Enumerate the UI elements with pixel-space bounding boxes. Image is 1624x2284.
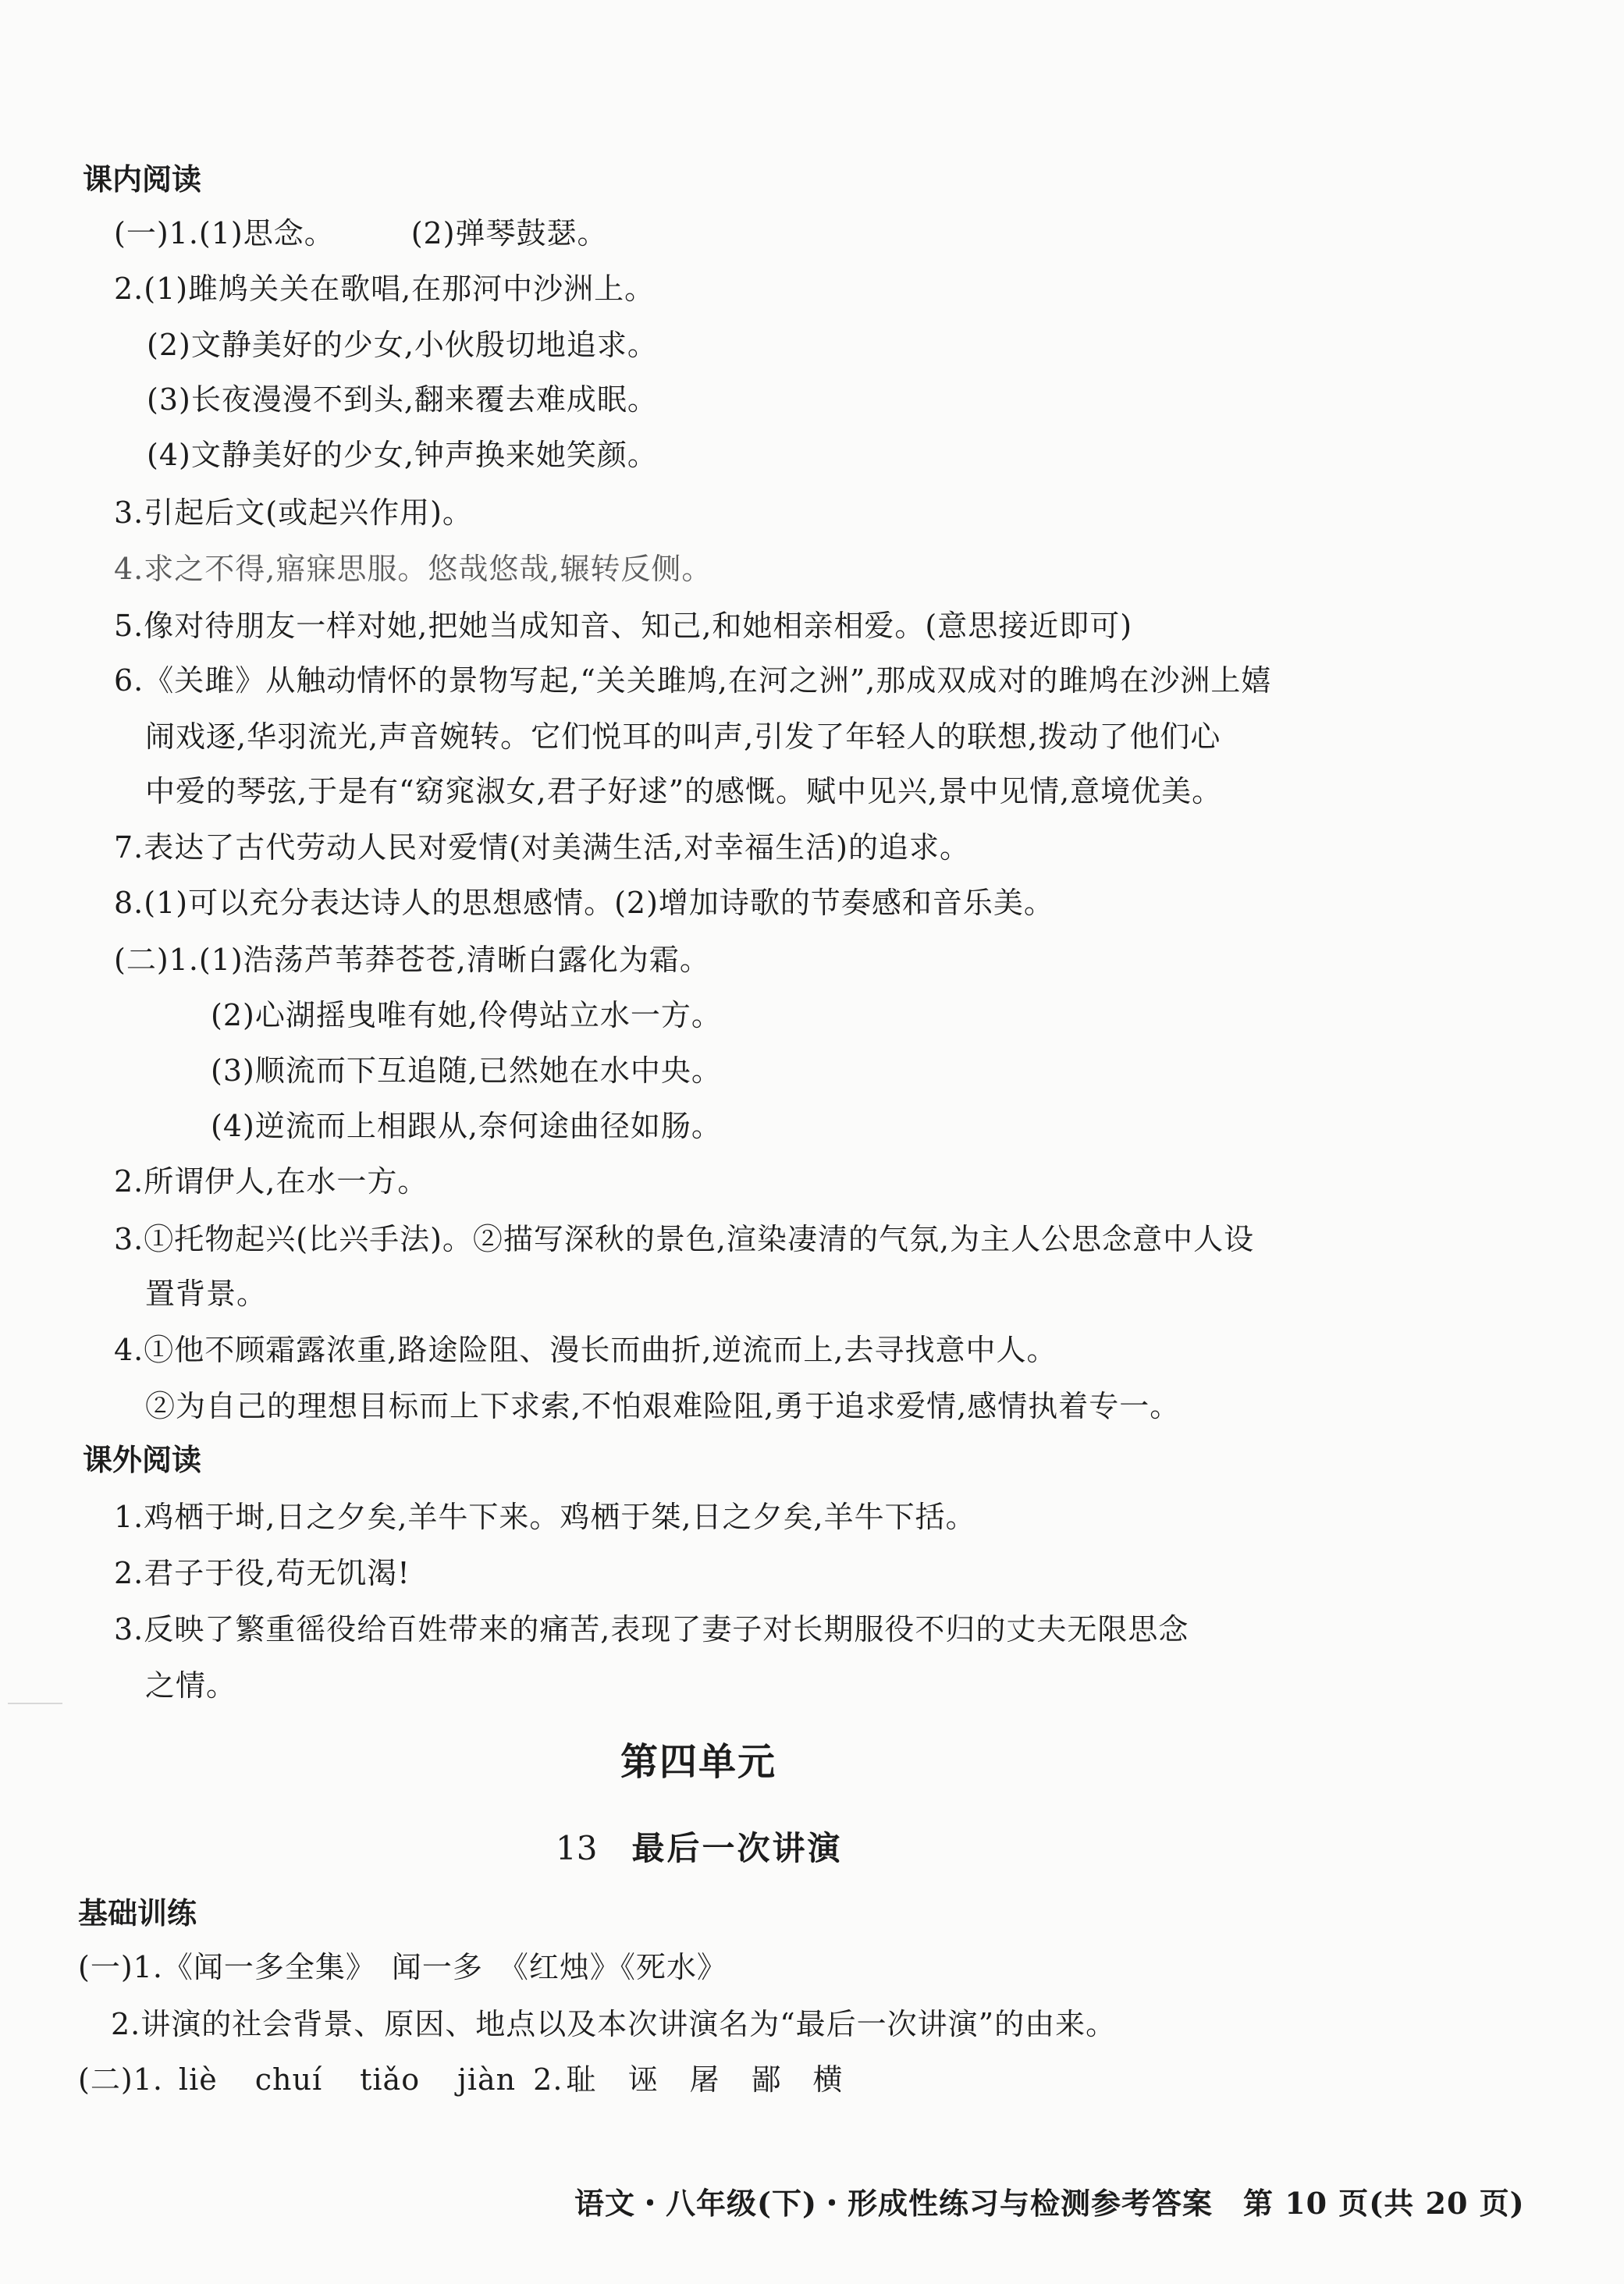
char-2: 诬 <box>627 2062 659 2097</box>
pinyin-2: chuí <box>254 2062 323 2097</box>
lesson-title <box>556 1828 842 1870</box>
answer-2-4-line1: 4.①他不顾霜露浓重,路途险阻、漫长而曲折,逆流而上,去寻找意中人。 <box>114 1333 1057 1367</box>
pinyin-4: jiàn <box>457 2062 517 2097</box>
answer-2-1-3: (3)顺流而下互追随,已然她在水中央。 <box>211 1053 722 1088</box>
lesson-name: 最后一次讲演 <box>631 1829 843 1867</box>
answer-1-6-line3: 中爱的琴弦,于是有“窈窕淑女,君子好逑”的感慨。赋中见兴,景中见情,意境优美。 <box>145 774 1223 808</box>
answer-1-6-line2: 闹戏逐,华羽流光,声音婉转。它们悦耳的叫声,引发了年轻人的联想,拨动了他们心 <box>145 719 1221 754</box>
answer-1-6-line1: 6.《关雎》从触动情怀的景物写起,“关关雎鸠,在河之洲”,那成双成对的雎鸠在沙洲上嬉 <box>114 663 1272 698</box>
answer-2-1-4: (4)逆流而上相跟从,奈何途曲径如肠。 <box>211 1109 722 1143</box>
extra-answer-3-line1: 3.反映了繁重徭役给百姓带来的痛苦,表现了妻子对长期服役不归的丈夫无限思念 <box>114 1612 1189 1646</box>
answer-2-3-line1: 3.①托物起兴(比兴手法)。②描写深秋的景色,渲染凄清的气氛,为主人公思念意中人设 <box>114 1222 1255 1256</box>
char-5: 横 <box>812 2062 844 2097</box>
answer-2-4-line2: ②为自己的理想目标而上下求索,不怕艰难险阻,勇于追求爱情,感情执着专一。 <box>145 1389 1181 1423</box>
char-4: 鄙 <box>751 2062 782 2097</box>
char-3: 屠 <box>689 2062 720 2097</box>
basic-answer-3-prefix: (二)1. <box>78 2062 163 2097</box>
basic-answer-1: (一)1.《闻一多全集》 闻一多 《红烛》《死水》 <box>78 1950 727 1984</box>
answer-1-1: (一)1.(1)思念。 (2)弹琴鼓瑟。 <box>114 216 608 250</box>
answer-2-1-2: (2)心湖摇曳唯有她,伶俜站立水一方。 <box>211 998 722 1032</box>
answer-1-3: 3.引起后文(或起兴作用)。 <box>114 496 473 530</box>
page-footer: 语文・八年级(下)・形成性练习与检测参考答案 第 10 页(共 20 页) <box>574 2186 1525 2221</box>
answer-1-2-1: 2.(1)雎鸠关关在歌唱,在那河中沙洲上。 <box>114 272 656 306</box>
scan-artifact-line <box>8 1703 62 1704</box>
basic-answer-2: 2.讲演的社会背景、原因、地点以及本次讲演名为“最后一次讲演”的由来。 <box>111 2007 1117 2041</box>
answer-1-8: 8.(1)可以充分表达诗人的思想感情。(2)增加诗歌的节奏感和音乐美。 <box>114 886 1054 920</box>
pinyin-3: tiǎo <box>360 2062 421 2097</box>
answer-1-4: 4.求之不得,寤寐思服。悠哉悠哉,辗转反侧。 <box>114 552 712 586</box>
lesson-number: 13 <box>556 1829 598 1867</box>
section-heading-in-class-reading: 课内阅读 <box>83 162 202 197</box>
answer-1-5: 5.像对待朋友一样对她,把她当成知音、知己,和她相亲相爱。(意思接近即可) <box>114 609 1133 643</box>
char-1: 耻 <box>566 2062 597 2097</box>
answer-1-2-3: (3)长夜漫漫不到头,翻来覆去难成眠。 <box>147 382 658 417</box>
unit-title: 第四单元 <box>620 1740 777 1784</box>
answer-2-3-line2: 置背景。 <box>145 1277 268 1311</box>
basic-answer-3-mid: 2. <box>533 2062 563 2097</box>
pinyin-1: liè <box>178 2062 218 2097</box>
basic-answer-3 <box>78 2061 875 2098</box>
answer-1-2-4: (4)文静美好的少女,钟声换来她笑颜。 <box>147 438 658 472</box>
answer-2-2: 2.所谓伊人,在水一方。 <box>114 1164 428 1199</box>
answer-1-7: 7.表达了古代劳动人民对爱情(对美满生活,对幸福生活)的追求。 <box>114 830 970 865</box>
answer-2-1-1: (二)1.(1)浩荡芦苇莽苍苍,清晰白露化为霜。 <box>114 943 710 977</box>
extra-answer-3-line2: 之情。 <box>145 1668 237 1703</box>
section-heading-extra-reading: 课外阅读 <box>83 1443 202 1477</box>
section-heading-basic-training: 基础训练 <box>78 1896 197 1931</box>
extra-answer-2: 2.君子于役,苟无饥渴! <box>114 1556 410 1590</box>
answer-1-2-2: (2)文静美好的少女,小伙殷切地追求。 <box>147 328 658 362</box>
extra-answer-1: 1.鸡栖于埘,日之夕矣,羊牛下来。鸡栖于桀,日之夕矣,羊牛下括。 <box>114 1500 976 1534</box>
